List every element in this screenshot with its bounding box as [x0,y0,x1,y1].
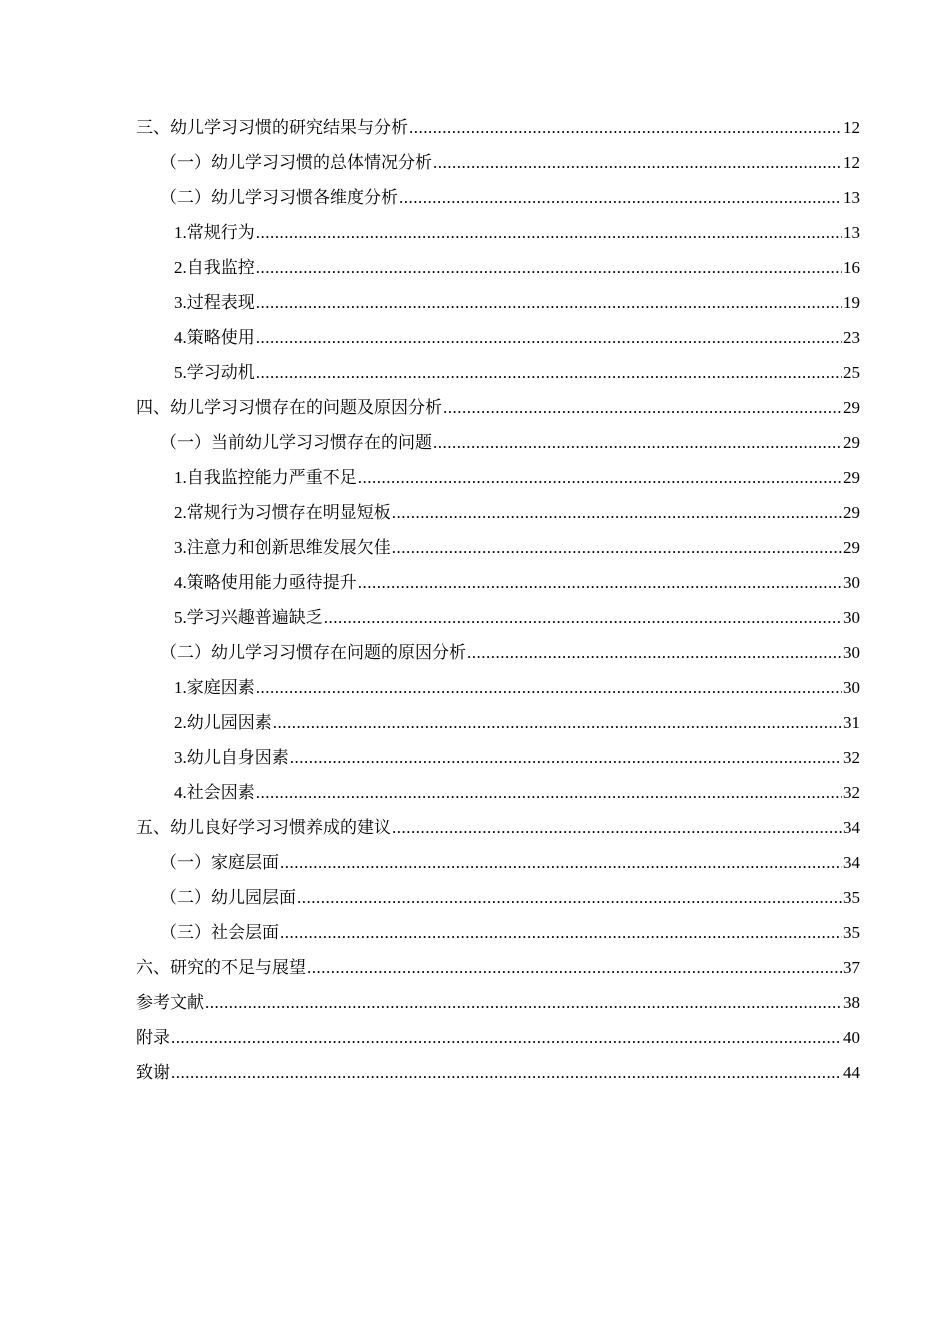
toc-entry[interactable] [136,285,860,320]
toc-entry-title: 4.策略使用 [174,328,255,347]
toc-entry[interactable] [136,670,860,705]
toc-entry-page-number: 29 [843,468,860,487]
toc-entry[interactable] [136,915,860,950]
toc-entry-title: （二）幼儿学习习惯存在问题的原因分析 [160,643,466,662]
toc-entry-page-number: 34 [843,853,860,872]
toc-entry[interactable] [136,250,860,285]
toc-entry-page-number: 13 [843,223,860,242]
toc-entry-title: 5.学习兴趣普遍缺乏 [174,608,323,627]
toc-entry-title: （二）幼儿园层面 [160,888,296,907]
toc-entry-title: 致谢 [136,1063,170,1082]
toc-entry-page-number: 30 [843,678,860,697]
toc-entry-title: 附录 [136,1028,170,1047]
toc-entry-title: （一）幼儿学习习惯的总体情况分析 [160,153,432,172]
toc-entry-title: 1.家庭因素 [174,678,255,697]
toc-dot-leader [297,880,842,915]
toc-entry-title: （三）社会层面 [160,923,279,942]
toc-entry-page-number: 12 [843,118,860,137]
toc-dot-leader [280,915,842,950]
toc-entry-page-number: 30 [843,608,860,627]
toc-dot-leader [290,740,842,775]
toc-entry[interactable] [136,845,860,880]
toc-dot-leader [256,355,842,390]
toc-entry-page-number: 29 [843,538,860,557]
toc-dot-leader [171,1055,842,1090]
toc-dot-leader [171,1020,842,1055]
toc-dot-leader [307,950,842,985]
toc-entry-page-number: 30 [843,573,860,592]
toc-entry-title: 2.常规行为习惯存在明显短板 [174,503,391,522]
toc-entry-page-number: 30 [843,643,860,662]
toc-entry-title: 3.过程表现 [174,293,255,312]
toc-entry-page-number: 25 [843,363,860,382]
toc-entry-page-number: 29 [843,503,860,522]
toc-entry-page-number: 35 [843,888,860,907]
toc-dot-leader [392,495,842,530]
toc-entry-page-number: 23 [843,328,860,347]
toc-entry[interactable] [136,320,860,355]
toc-dot-leader [358,460,842,495]
toc-entry-title: （一）当前幼儿学习习惯存在的问题 [160,433,432,452]
toc-entry-title: 4.社会因素 [174,783,255,802]
toc-entry[interactable] [136,1055,860,1090]
toc-entry-title: 1.常规行为 [174,223,255,242]
toc-entry-title: 2.幼儿园因素 [174,713,272,732]
toc-entry-title: 5.学习动机 [174,363,255,382]
toc-entry-title: 四、幼儿学习习惯存在的问题及原因分析 [136,398,442,417]
toc-entry[interactable] [136,425,860,460]
toc-entry-page-number: 31 [843,713,860,732]
toc-entry[interactable] [136,1020,860,1055]
toc-entry[interactable] [136,180,860,215]
toc-entry[interactable] [136,880,860,915]
toc-entry[interactable] [136,215,860,250]
toc-entry-title: 参考文献 [136,993,204,1012]
toc-entry[interactable] [136,460,860,495]
toc-entry-title: 2.自我监控 [174,258,255,277]
toc-entry-title: 1.自我监控能力严重不足 [174,468,357,487]
toc-entry[interactable] [136,635,860,670]
toc-entry[interactable] [136,600,860,635]
toc-entry[interactable] [136,530,860,565]
toc-dot-leader [443,390,842,425]
toc-entry-page-number: 34 [843,818,860,837]
toc-entry-page-number: 38 [843,993,860,1012]
toc-dot-leader [433,145,842,180]
toc-entry-title: 4.策略使用能力亟待提升 [174,573,357,592]
toc-entry-title: 3.注意力和创新思维发展欠佳 [174,538,391,557]
toc-entry[interactable] [136,985,860,1020]
toc-entry-page-number: 19 [843,293,860,312]
toc-dot-leader [280,845,842,880]
toc-entry[interactable] [136,565,860,600]
toc-dot-leader [392,530,842,565]
toc-entry-title: 六、研究的不足与展望 [136,958,306,977]
toc-entry[interactable] [136,145,860,180]
toc-entry-page-number: 12 [843,153,860,172]
toc-dot-leader [256,320,842,355]
toc-dot-leader [392,810,842,845]
toc-dot-leader [273,705,842,740]
toc-entry-page-number: 37 [843,958,860,977]
toc-entry[interactable] [136,775,860,810]
toc-entry-page-number: 13 [843,188,860,207]
toc-dot-leader [256,775,842,810]
toc-entry-title: （二）幼儿学习习惯各维度分析 [160,188,398,207]
toc-dot-leader [358,565,842,600]
toc-entry[interactable] [136,355,860,390]
toc-entry-page-number: 35 [843,923,860,942]
toc-entry[interactable] [136,110,860,145]
toc-entry-title: （一）家庭层面 [160,853,279,872]
toc-dot-leader [324,600,842,635]
toc-dot-leader [256,250,842,285]
toc-dot-leader [409,110,842,145]
toc-entry-page-number: 29 [843,433,860,452]
toc-entry-title: 3.幼儿自身因素 [174,748,289,767]
toc-entry-page-number: 32 [843,783,860,802]
toc-dot-leader [205,985,842,1020]
toc-entry-title: 五、幼儿良好学习习惯养成的建议 [136,818,391,837]
toc-entry-page-number: 29 [843,398,860,417]
toc-entry-title: 三、幼儿学习习惯的研究结果与分析 [136,118,408,137]
toc-entry[interactable] [136,390,860,425]
toc-dot-leader [256,215,842,250]
toc-dot-leader [399,180,842,215]
toc-entry[interactable] [136,705,860,740]
toc-entry[interactable] [136,810,860,845]
toc-entry-page-number: 40 [843,1028,860,1047]
toc-dot-leader [467,635,842,670]
table-of-contents [136,110,860,1090]
toc-entry[interactable] [136,950,860,985]
toc-dot-leader [433,425,842,460]
toc-entry-page-number: 16 [843,258,860,277]
toc-entry[interactable] [136,495,860,530]
toc-entry[interactable] [136,740,860,775]
toc-dot-leader [256,670,842,705]
toc-entry-page-number: 32 [843,748,860,767]
toc-dot-leader [256,285,842,320]
toc-entry-page-number: 44 [843,1063,860,1082]
